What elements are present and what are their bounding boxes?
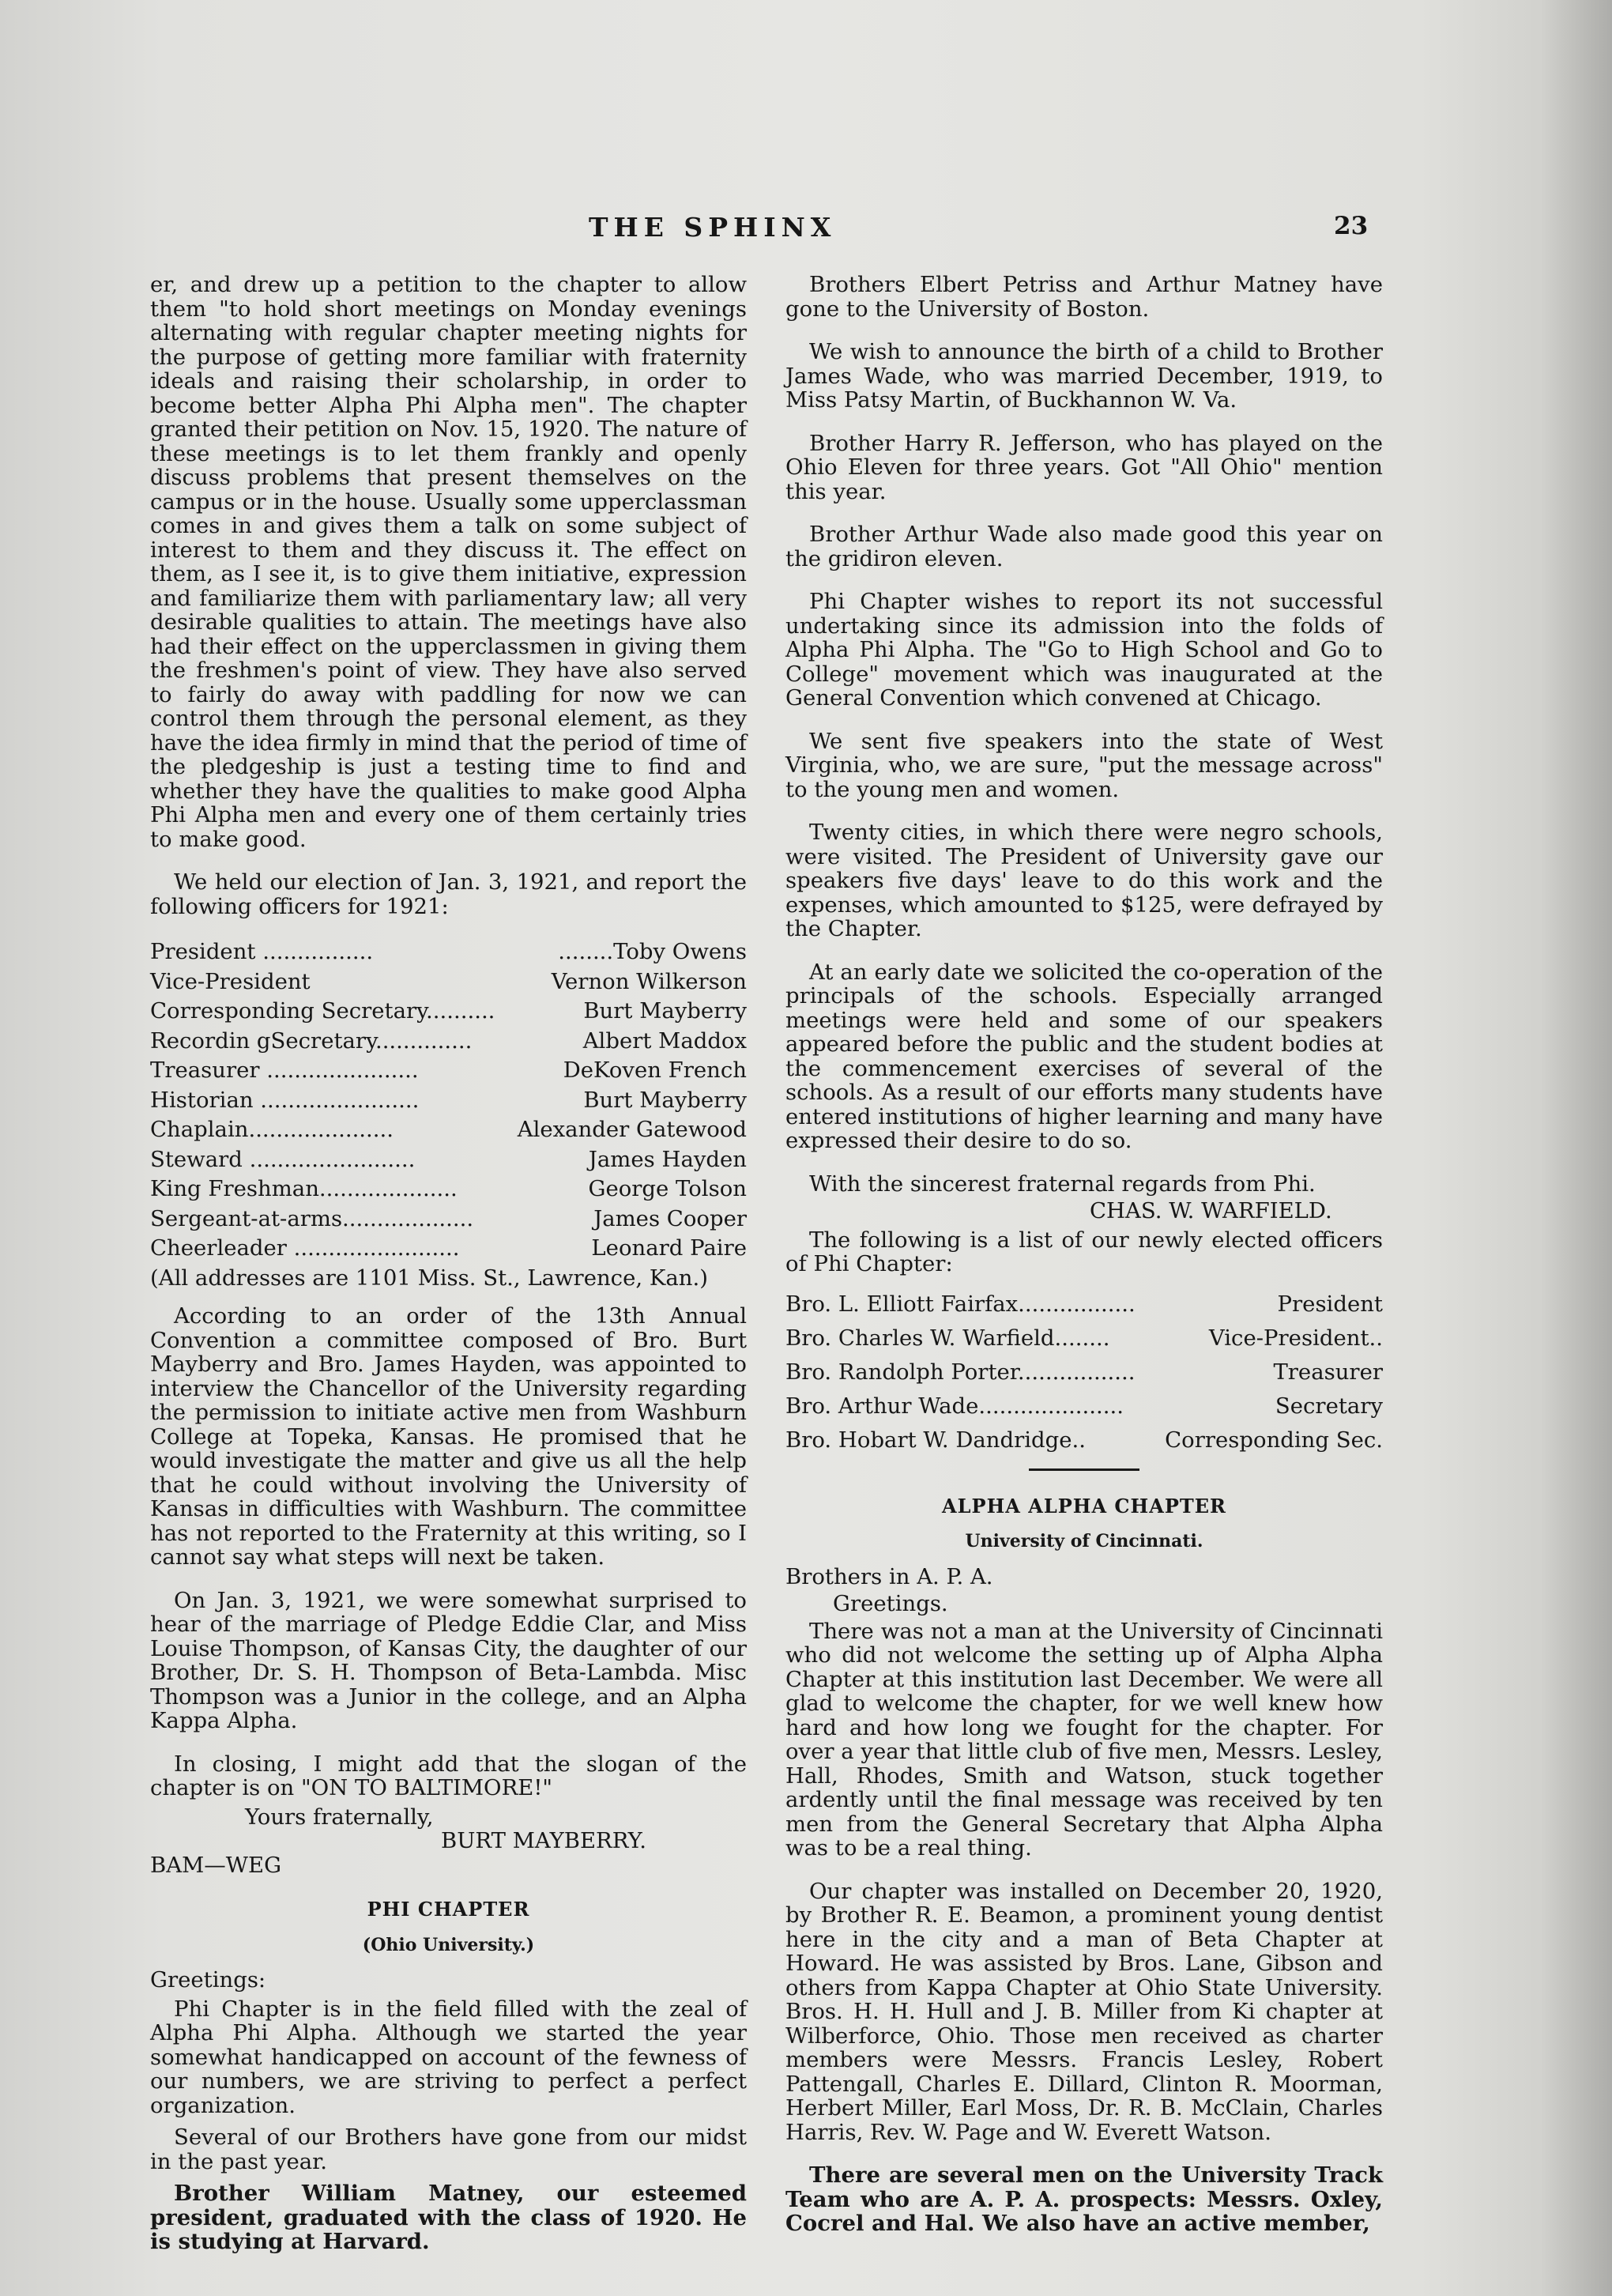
officer-name: DeKoven French [563, 1058, 747, 1083]
officer-row [150, 1234, 747, 1264]
officer-title: President [1277, 1291, 1383, 1317]
chapter-subheading: (Ohio University.) [362, 1934, 535, 1955]
paragraph: According to an order of the 13th Annual Convention a committee composed of Bro. Burt Mayberry and Bro. James Hayden, was appointed to interview the Chancellor of the University regarding the permission to initiate active men from Washburn College at Topeka, Kansas. He promised that he would investigate the matter and give us all the help that he could without involving the University of Kansas in difficulties with Washburn. The committee has not reported to the Fraternity at this writing, so I cannot say what steps will next be taken. [150, 1303, 747, 1570]
paragraph: There are several men on the University Track Team who are A. P. A. prospects: Messrs. Oxley, Cocrel and Hal. We also have an active member, [785, 2162, 1383, 2236]
officer-title: Vice-President.. [1208, 1325, 1383, 1351]
left-column [150, 273, 747, 2273]
officer-name: Alexander Gatewood [517, 1117, 747, 1142]
officer-title: Historian ....................... [150, 1087, 420, 1113]
officer-name: Albert Maddox [582, 1027, 747, 1054]
greeting: Greetings. [833, 1591, 948, 1616]
paragraph: Our chapter was installed on December 20, 1920, by Brother R. E. Beamon, a prominent young dentist here in the city and a man of Beta Chapter at Howard. He was assisted by Bros. Lane, Gibson and others from Kappa Chapter at Ohio State University. Bros. H. H. Hull and J. B. Miller from Ki chapter at Wilberforce, Ohio. Those men received as charter members were Messrs. Francis Lesley, Robert Pattengall, Charles E. Dillard, Clinton R. Moorman, Herbert Miller, Earl Moss, Dr. R. B. McClain, Charles Harris, Rev. W. Page and W. Everett Watson. [785, 1878, 1383, 2145]
right-column [785, 273, 1383, 2255]
officer-name: Bro. L. Elliott Fairfax................. [785, 1291, 1136, 1317]
officer-title: President ................ [150, 939, 374, 964]
officer-name: Bro. Hobart W. Dandridge.. [785, 1427, 1086, 1453]
officer-row [785, 1287, 1383, 1321]
paragraph: Phi Chapter is in the field filled with the zeal of Alpha Phi Alpha. Although we started the year somewhat handicapped on account of the fewness of our numbers, we are striving to perfect a perfect organization. [150, 1996, 747, 2118]
officer-name: Vernon Wilkerson [551, 968, 747, 994]
paragraph: The following is a list of our newly elected officers of Phi Chapter: [785, 1227, 1383, 1276]
officer-name: James Cooper [593, 1205, 747, 1231]
page-number: 23 [1334, 212, 1369, 240]
paragraph: Brothers Elbert Petriss and Arthur Matney have gone to the University of Boston. [785, 272, 1383, 322]
initials: BAM—WEG [150, 1852, 282, 1878]
page-edge-shadow [1541, 0, 1612, 2296]
paragraph: Several of our Brothers have gone from our midst in the past year. [150, 2124, 747, 2174]
officer-name: Bro. Arthur Wade..................... [785, 1393, 1124, 1419]
officer-row [150, 1174, 747, 1205]
officer-row [150, 997, 747, 1027]
officer-name: George Tolson [588, 1176, 747, 1201]
officers-list [150, 937, 747, 1293]
officer-name: Bro. Randolph Porter................. [785, 1359, 1136, 1385]
paragraph: We sent five speakers into the state of West Virginia, who, we are sure, "put the message across" to the young men and women. [785, 728, 1383, 802]
paragraph: With the sincerest fraternal regards from Phi. [809, 1171, 1316, 1197]
section-divider [1029, 1468, 1139, 1471]
paragraph: In closing, I might add that the slogan of the chapter is on "ON TO BALTIMORE!" [150, 1751, 747, 1800]
chapter-subheading: University of Cincinnati. [965, 1531, 1203, 1551]
paragraph: Brother Arthur Wade also made good this year on the gridiron eleven. [785, 522, 1383, 571]
addresses-note: (All addresses are 1101 Miss. St., Lawrence, Kan.) [150, 1265, 708, 1291]
salutation: Brothers in A. P. A. [785, 1563, 993, 1589]
officer-title: Recordin gSecretary.............. [150, 1027, 473, 1054]
officer-name: Leonard Paire [591, 1235, 747, 1261]
signature: BURT MAYBERRY. [441, 1828, 646, 1853]
paragraph: er, and drew up a petition to the chapter to allow them "to hold short meetings on Monday evenings alternating with regular chapter meeting nights for the purpose of getting more familiar with fraternity ideals and raising their scholarship, in order to become better Alpha Phi Alpha men". The chapter granted their petition on Nov. 15, 1920. The nature of these meetings is to let them frankly and openly discuss problems that present themselves on the campus or in the house. Usually some upperclassman comes in and gives them a talk on some subject of interest to them and they discuss it. The effect on them, as I see it, is to give them initiative, expression and familiarize them with parliamentary law; all very desirable qualities to attain. The meetings have also had their effect on the upperclassmen in giving them the freshmen's point of view. They have also served to fairly do away with paddling for now we can control them through the personal element, as they have the idea firmly in mind that the period of time of the pledgeship is just a testing time to find and whether they have the qualities to make good Alpha Phi Alpha men and every one of them certainly tries to make good. [150, 272, 747, 852]
running-head: THE SPHINX [589, 212, 837, 243]
paragraph: Brother William Matney, our esteemed president, graduated with the class of 1920. He is studying at Harvard. [150, 2181, 747, 2254]
chapter-heading: PHI CHAPTER [367, 1898, 530, 1921]
officer-name: ........Toby Owens [558, 939, 747, 964]
officer-row [785, 1321, 1383, 1355]
officer-row [785, 1423, 1383, 1457]
officer-row [150, 967, 747, 997]
officer-title: King Freshman.................... [150, 1176, 458, 1201]
paragraph: Twenty cities, in which there were negro schools, were visited. The President of University gave our speakers five days' leave to do this work and the expenses, which amounted to $125, were defrayed by the Chapter. [785, 820, 1383, 941]
officer-title: Cheerleader ........................ [150, 1235, 460, 1261]
chapter-heading: ALPHA ALPHA CHAPTER [942, 1494, 1226, 1517]
officer-title: Secretary [1275, 1393, 1383, 1419]
officer-row [150, 1086, 747, 1116]
officer-row [150, 1115, 747, 1145]
officer-row [150, 1027, 747, 1057]
closing: Yours fraternally, [245, 1804, 434, 1830]
officer-name: Bro. Charles W. Warfield........ [785, 1325, 1110, 1351]
officer-row [150, 1205, 747, 1235]
officer-row [150, 1145, 747, 1175]
paragraph: On Jan. 3, 1921, we were somewhat surprised to hear of the marriage of Pledge Eddie Clar, and Miss Louise Thompson, of Kansas City, the daughter of our Brother, Dr. S. H. Thompson of Beta-Lambda. Misc Thompson was a Junior in the college, and an Alpha Kappa Alpha. [150, 1587, 747, 1733]
new-officers-list [785, 1287, 1383, 1457]
greeting: Greetings: [150, 1967, 266, 1993]
paragraph: At an early date we solicited the co-operation of the principals of the schools. Especially arranged meetings were held and some of our speakers appeared before the public and the student bodies at the commencement exercises of several of the schools. As a result of our efforts many students have entered institutions of higher learning and many have expressed their desire to do so. [785, 959, 1383, 1153]
officer-title: Corresponding Secretary.......... [150, 998, 495, 1024]
officer-title: Vice-President [150, 968, 311, 994]
officer-row [785, 1389, 1383, 1423]
signature: CHAS. W. WARFIELD. [1090, 1198, 1332, 1223]
officer-name: Burt Mayberry [583, 998, 747, 1024]
paragraph: Phi Chapter wishes to report its not successful undertaking since its admission into the folds of Alpha Phi Alpha. The "Go to High School and Go to College" movement which was inaugurated at the General Convention which convened at Chicago. [785, 589, 1383, 711]
paragraph: We wish to announce the birth of a child to Brother James Wade, who was married December, 1919, to Miss Patsy Martin, of Buckhannon W. Va. [785, 339, 1383, 413]
paragraph: We held our election of Jan. 3, 1921, and report the following officers for 1921: [150, 869, 747, 919]
officer-title: Treasurer [1273, 1359, 1383, 1385]
officer-row [150, 1056, 747, 1086]
paragraph: There was not a man at the University of Cincinnati who did not welcome the setting up of Alpha Alpha Chapter at this institution last December. We were all glad to welcome the chapter, for we well knew how hard and how long we fought for the chapter. For over a year that little club of five men, Messrs. Lesley, Hall, Rhodes, Smith and Watson, stuck together ardently until the final message was received by ten men from the General Secretary that Alpha Alpha was to be a real thing. [785, 1618, 1383, 1861]
officer-row [150, 937, 747, 967]
officer-title: Corresponding Sec. [1165, 1427, 1383, 1453]
officer-title: Sergeant-at-arms................... [150, 1205, 474, 1231]
officer-name: James Hayden [588, 1146, 747, 1172]
officer-title: Treasurer ...................... [150, 1058, 419, 1083]
officer-title: Chaplain..................... [150, 1117, 394, 1142]
officer-name: Burt Mayberry [583, 1087, 747, 1113]
officer-title: Steward ........................ [150, 1146, 416, 1172]
paragraph: Brother Harry R. Jefferson, who has played on the Ohio Eleven for three years. Got "All Ohio" mention this year. [785, 430, 1383, 504]
officer-row [785, 1355, 1383, 1389]
